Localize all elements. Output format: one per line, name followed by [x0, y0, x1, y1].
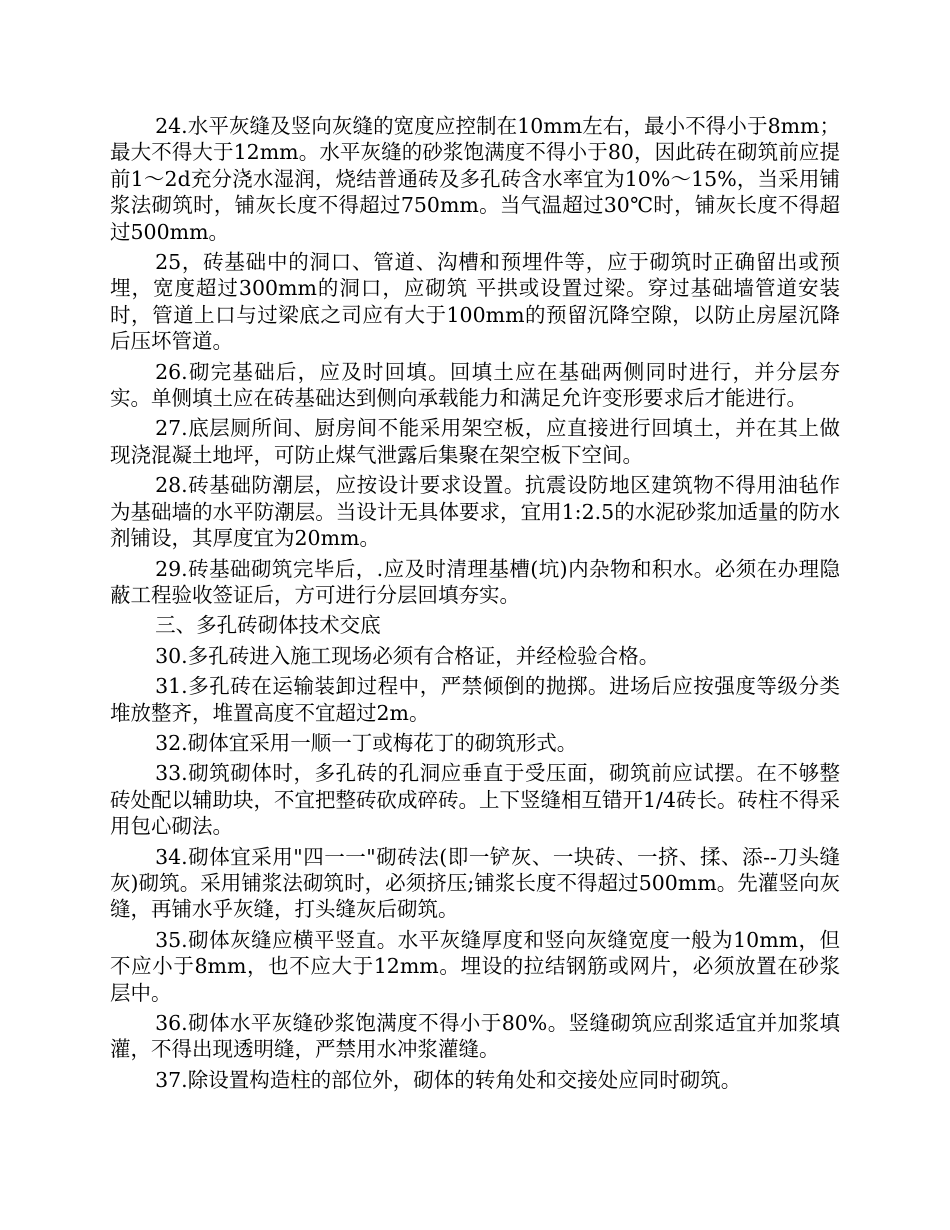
paragraph-25: 25，砖基础中的洞口、管道、沟槽和预埋件等，应于砌筑时正确留出或预埋，宽度超过300mm的洞口，应砌筑 平拱或设置过梁。穿过基础墙管道安装时，管道上口与过梁底之司应有大于100mm的预留沉降空隙，以防止房屋沉降后压坏管道。 — [110, 250, 840, 354]
document-page — [110, 113, 840, 1097]
paragraph-24: 24.水平灰缝及竖向灰缝的宽度应控制在10mm左右，最小不得小于8mm；最大不得大于12mm。水平灰缝的砂浆饱满度不得小于80，因此砖在砌筑前应提前1～2d充分浇水湿润，烧结普通砖及多孔砖含水率宜为10%～15%，当采用铺浆法砌筑时，铺灰长度不得超过750mm。当气温超过30℃时，铺灰长度不得超过500mm。 — [110, 114, 840, 244]
paragraph-32: 32.砌体宜采用一顺一丁或梅花丁的砌筑形式。 — [155, 730, 578, 755]
paragraph-30: 30.多孔砖进入施工现场必须有合格证，并经检验合格。 — [155, 643, 660, 668]
paragraph-28: 28.砖基础防潮层，应按设计要求设置。抗震设防地区建筑物不得用油毡作为基础墙的水平防潮层。当设计无具体要求，宜用1:2.5的水泥砂浆加适量的防水剂铺设，其厚度宜为20mm。 — [110, 473, 840, 551]
section-heading: 三、多孔砖砌体技术交底 — [155, 613, 381, 638]
paragraph-35: 35.砌体灰缝应横平竖直。水平灰缝厚度和竖向灰缝宽度一般为10mm，但不应小于8mm，也不应大于12mm。埋设的拉结钢筋或网片，必须放置在砂浆层中。 — [110, 927, 840, 1005]
paragraph-29: 29.砖基础砌筑完毕后，.应及时清理基槽(坑)内杂物和积水。必须在办理隐蔽工程验收签证后，方可进行分层回填夯实。 — [110, 556, 840, 607]
paragraph-36: 36.砌体水平灰缝砂浆饱满度不得小于80%。竖缝砌筑应刮浆适宜并加浆填灌，不得出现透明缝，严禁用水冲浆灌缝。 — [110, 1011, 840, 1062]
paragraph-26: 26.砌完基础后，应及时回填。回填土应在基础两侧同时进行，并分层夯实。单侧填土应在砖基础达到侧向承载能力和满足允许变形要求后才能进行。 — [110, 359, 840, 411]
paragraph-31: 31.多孔砖在运输装卸过程中，严禁倾倒的抛掷。进场后应按强度等级分类堆放整齐，堆置高度不宜超过2m。 — [110, 674, 840, 725]
paragraph-34: 34.砌体宜采用"四一一"砌砖法(即一铲灰、一块砖、一挤、揉、添--刀头缝灰)砌筑。采用铺浆法砌筑时，必须挤压;铺浆长度不得超过500mm。先灌竖向灰缝，再铺水乎灰缝，打头缝灰后砌筑。 — [110, 844, 840, 922]
paragraph-37: 37.除设置构造柱的部位外，砌体的转角处和交接处应同时砌筑。 — [155, 1067, 742, 1092]
paragraph-27: 27.底层厕所间、厨房间不能采用架空板，应直接进行回填土，并在其上做现浇混凝土地坪，可防止煤气泄露后集聚在架空板下空间。 — [110, 416, 840, 467]
paragraph-33: 33.砌筑砌体时，多孔砖的孔洞应垂直于受压面，砌筑前应试摆。在不够整砖处配以辅助块，不宜把整砖砍成碎砖。上下竖缝相互错开1/4砖长。砖柱不得采用包心砌法。 — [110, 761, 840, 839]
